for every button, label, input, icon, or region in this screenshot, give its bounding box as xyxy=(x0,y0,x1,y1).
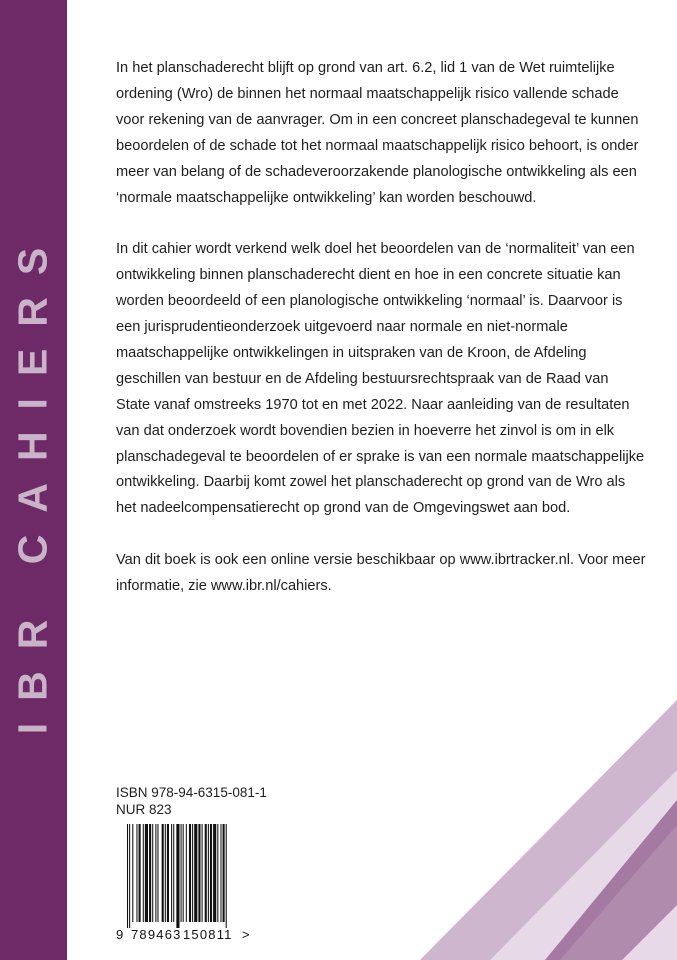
barcode-bar xyxy=(171,824,172,922)
barcode-bar xyxy=(223,824,225,922)
barcode xyxy=(116,822,256,948)
barcode-bar xyxy=(136,824,137,922)
barcode-bar xyxy=(155,824,156,922)
barcode-bar xyxy=(162,824,164,922)
barcode-bar xyxy=(127,824,128,928)
barcode-digit-first: 9 xyxy=(116,927,124,942)
barcode-bar xyxy=(198,824,200,922)
isbn-number: ISBN 978-94-6315-081-1 xyxy=(116,785,267,800)
barcode-digits-group2: 150811 xyxy=(183,927,233,942)
spine-series-title: IBR CAHIERS xyxy=(9,225,56,735)
barcode-bar xyxy=(202,824,203,922)
blurb-paragraph-2: In dit cahier wordt verkend welk doel het beoordelen van de ‘normaliteit’ van een ontwikkeling binnen planschaderecht dient en hoe in een concrete situatie kan worden beoordeeld of een planologische ontwikkeling ‘normaal’ is. Daarvoor is een jurisprudentieonderzoek uitgevoerd naar normale en niet-normale maatschappelijke ontwikkelingen in uitspraken van de Kroon, de Afdeling geschillen van bestuur en de Afdeling bestuursrechtspraak van de Raad van State vanaf omstreeks 1970 tot en met 2022. Naar aanleiding van de resultaten van dat onderzoek wordt bovendien bezien in hoeverre het zinvol is om in elk planschadegeval te beoordelen of er sprake is van een normale maatschappelijke ontwikkeling. Daarbij komt zowel het planschaderecht op grond van de Wro als het nadeelcompensatierecht op grond van de Omgevingswet aan bod. xyxy=(116,241,645,517)
barcode-bar xyxy=(186,824,187,922)
barcode-bar xyxy=(183,824,184,922)
barcode-quiet-mark: > xyxy=(242,927,250,942)
barcode-bar xyxy=(165,824,166,922)
barcode-bar xyxy=(152,824,153,922)
blurb-paragraph-1: In het planschaderecht blijft op grond van art. 6.2, lid 1 van de Wet ruimtelijke ordening (Wro) de binnen het normaal maatschappelijk risico vallende schade voor rekening van de aanvrager. Om in een concreet planschadegeval te kunnen beoordelen of de schade tot het normaal maatschappelijk risico behoort, is onder meer van belang of de schadeveroorzakende planologische ontwikkeling als een ‘normale maatschappelijke ontwikkeling’ kan worden beschouwd. xyxy=(116,60,639,206)
barcode-bar xyxy=(208,824,209,922)
isbn-block xyxy=(116,784,267,818)
barcode-bar xyxy=(139,824,141,922)
barcode-bar xyxy=(226,824,227,928)
barcode-bar xyxy=(149,824,151,922)
blurb-paragraph-3: Van dit boek is ook een online versie beschikbaar op www.ibrtracker.nl. Voor meer informatie, zie www.ibr.nl/cahiers. xyxy=(116,552,646,595)
barcode-bar xyxy=(143,824,144,922)
barcode-bar xyxy=(145,824,148,922)
barcode-bar xyxy=(220,824,221,922)
barcode-bar xyxy=(217,824,218,922)
blurb xyxy=(116,56,646,626)
barcode-bar xyxy=(210,824,212,922)
barcode-bar xyxy=(194,824,197,922)
nur-code: NUR 823 xyxy=(116,802,172,817)
barcode-bar xyxy=(205,824,207,922)
barcode-bar xyxy=(173,824,174,922)
barcode-bar xyxy=(213,824,216,922)
barcode-bar xyxy=(181,824,182,922)
barcode-digits-group1: 789463 xyxy=(131,927,182,942)
barcode-bar xyxy=(192,824,193,922)
barcode-bar xyxy=(157,824,158,922)
barcode-bar xyxy=(129,824,130,928)
barcode-bar xyxy=(167,824,169,922)
barcode-bar xyxy=(176,824,179,928)
barcode-bar xyxy=(189,824,191,922)
barcode-bar xyxy=(132,824,133,922)
